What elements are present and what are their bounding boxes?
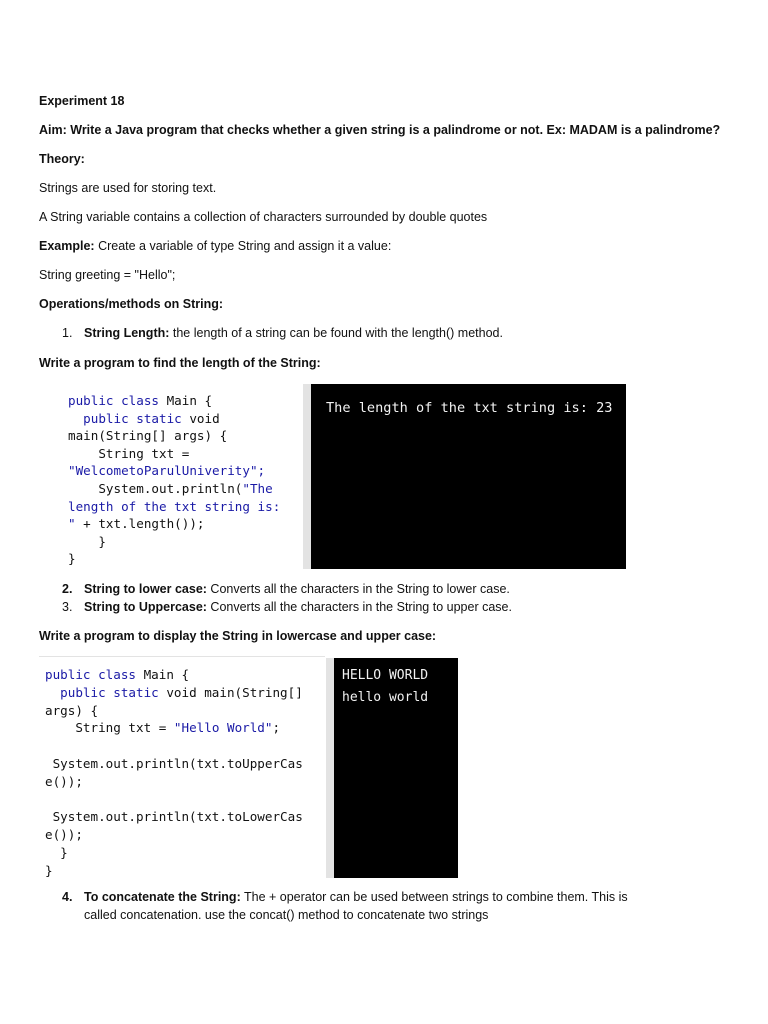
theory-paragraph-2: A String variable contains a collection of characters surrounded by double quotes: [39, 210, 488, 224]
console-output-2: HELLO WORLD hello world: [334, 658, 458, 878]
program1-heading: Write a program to find the length of the String:: [39, 356, 321, 370]
theory-paragraph-1: Strings are used for storing text.: [39, 181, 217, 195]
code-block-1: public class Main { public static void main(String[] args) { String txt = "WelcometoParulUniverity"; System.out.println("The length of the txt string is: " + txt.length()); } }: [68, 393, 281, 567]
theory-heading: Theory:: [39, 152, 85, 166]
list-item: 1. String Length: the length of a string can be found with the length() method.: [62, 326, 503, 340]
example-line: [39, 239, 391, 253]
program2-heading: Write a program to display the String in lowercase and upper case:: [39, 629, 437, 643]
example-label: Example:: [39, 239, 95, 253]
greeting-line: String greeting = "Hello";: [39, 268, 176, 282]
example-text: Create a variable of type String and assign it a value:: [94, 239, 392, 253]
experiment-title: Experiment 18: [39, 94, 125, 108]
list-item: 3. String to Uppercase: Converts all the characters in the String to upper case.: [62, 600, 512, 614]
list-item-continuation: called concatenation. use the concat() method to concatenate two strings: [84, 908, 489, 922]
divider: [326, 658, 334, 878]
operations-heading: Operations/methods on String:: [39, 297, 224, 311]
divider: [303, 384, 311, 569]
list-item: 2. String to lower case: Converts all the characters in the String to lower case.: [62, 582, 510, 596]
aim-line: Aim: Write a Java program that checks whether a given string is a palindrome or not. Ex: MADAM is a palindrome?: [39, 123, 721, 137]
code-block-2: public class Main { public static void main(String[] args) { String txt = "Hello World"; System.out.println(txt.toUpperCas e()); System.out.println(txt.toLowerCas e()); } }: [45, 667, 303, 878]
console-output-1: The length of the txt string is: 23: [311, 384, 626, 569]
list-item: 4. To concatenate the String: The + operator can be used between strings to combine them. This is: [62, 890, 628, 904]
code-block-top-border: [39, 656, 325, 657]
